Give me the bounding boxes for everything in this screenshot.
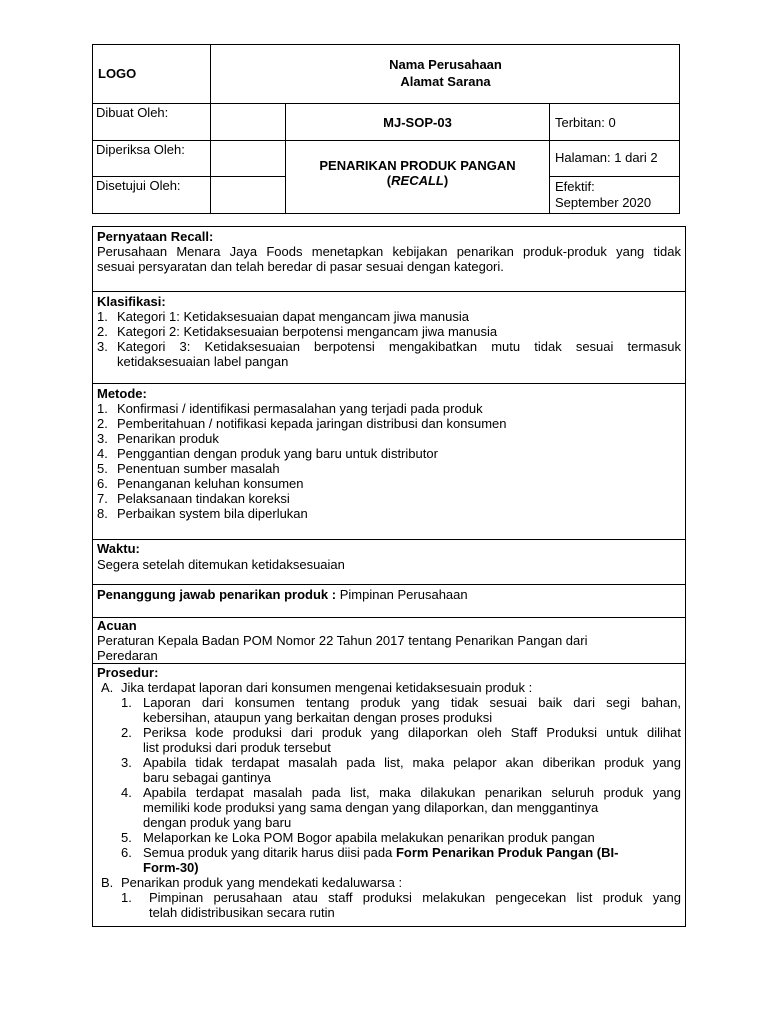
logo: LOGO	[98, 66, 137, 81]
item-number: 7.	[97, 491, 108, 506]
header-table	[92, 44, 680, 214]
company-address: Alamat Sarana	[400, 74, 491, 89]
procedure-b-list	[121, 890, 681, 920]
item-number: 1.	[97, 309, 108, 324]
item-number: 2.	[97, 324, 108, 339]
item-text: baru sebagai gantinya	[143, 770, 271, 785]
revision: Terbitan: 0	[555, 115, 616, 130]
item-number: 4.	[97, 446, 108, 461]
item-text: Perbaikan system bila diperlukan	[117, 506, 308, 521]
time-text: Segera setelah ditemukan ketidaksesuaian	[97, 557, 345, 572]
header-divider	[92, 103, 680, 104]
responsible-section	[97, 587, 681, 602]
list-item	[97, 324, 681, 339]
procedure-heading: Prosedur:	[97, 665, 159, 680]
item-text: Konfirmasi / identifikasi permasalahan yang terjadi pada produk	[117, 401, 483, 416]
statement-line2: sesuai persyaratan dan telah beredar di pasar sesuai dengan kategori.	[97, 259, 504, 274]
item-text: kebersihan, ataupun yang berkaitan dengan proses produksi	[143, 710, 493, 725]
item-number: 3.	[97, 339, 108, 354]
procedure-b	[101, 875, 681, 890]
item-text: Laporan dari konsumen tentang produk yang tidak sesuai baik dari segi bahan,	[143, 695, 681, 710]
list-item	[97, 476, 681, 491]
item-text: Melaporkan ke Loka POM Bogor apabila melakukan penarikan produk pangan	[143, 830, 595, 845]
doc-title	[286, 158, 549, 188]
effective-label: Efektif:	[555, 179, 595, 194]
list-item	[121, 830, 681, 845]
list-item	[97, 401, 681, 416]
paren-open: (	[386, 173, 392, 188]
paren-close: )	[443, 173, 449, 188]
item-text: memiliki kode produksi yang sama dengan yang dilaporkan, dan menggantinya	[143, 800, 599, 815]
item-text: Pimpinan perusahaan atau staff produksi melakukan pengecekan list produk yang	[149, 890, 681, 905]
header-divider	[92, 176, 285, 177]
recall-word: RECALL	[391, 173, 444, 188]
item-text	[143, 845, 681, 860]
item-number: 1.	[121, 695, 132, 710]
list-item	[97, 339, 681, 369]
section-divider	[92, 383, 686, 384]
form-reference: Form Penarikan Produk Pangan (BI-	[395, 845, 619, 860]
item-number: 4.	[121, 785, 132, 800]
section-divider	[92, 539, 686, 540]
section-divider	[92, 584, 686, 585]
doc-title-line1: PENARIKAN PRODUK PANGAN	[319, 158, 516, 173]
method-heading: Metode:	[97, 386, 147, 401]
list-item	[97, 446, 681, 461]
list-item	[97, 506, 681, 521]
page-number: Halaman: 1 dari 2	[555, 150, 658, 165]
reference-line2: Peredaran	[97, 648, 158, 663]
statement-line1: Perusahaan Menara Jaya Foods menetapkan kebijakan penarikan produk-produk yang tidak	[97, 244, 681, 259]
reference-line1: Peraturan Kepala Badan POM Nomor 22 Tahun 2017 tentang Penarikan Pangan dari	[97, 633, 588, 648]
header-divider	[549, 103, 550, 214]
list-item	[121, 725, 681, 755]
item-text: Pelaksanaan tindakan koreksi	[117, 491, 290, 506]
item-number: 1.	[97, 401, 108, 416]
list-item	[121, 845, 681, 875]
item-number: 5.	[97, 461, 108, 476]
header-divider	[92, 140, 285, 141]
item-text: Kategori 3: Ketidaksesuaian berpotensi mengakibatkan mutu tidak sesuai termasuk	[117, 339, 681, 354]
responsible-label: Penanggung jawab penarikan produk :	[97, 587, 337, 602]
content-table	[92, 226, 686, 927]
time-heading: Waktu:	[97, 541, 140, 556]
list-item	[97, 431, 681, 446]
item-number: 5.	[121, 830, 132, 845]
item-number: 3.	[97, 431, 108, 446]
item-text: Periksa kode produksi dari produk yang dilaporkan oleh Staff Produksi untuk dilihat	[143, 725, 681, 740]
list-item	[121, 755, 681, 785]
item-text: Penarikan produk	[117, 431, 219, 446]
method-section	[97, 386, 681, 521]
item-text: Pemberitahuan / notifikasi kepada jaringan distribusi dan konsumen	[117, 416, 507, 431]
item-text: telah didistribusikan secara rutin	[149, 905, 335, 920]
time-section	[97, 541, 681, 572]
header-divider	[285, 140, 680, 141]
section-divider	[92, 663, 686, 664]
procedure-b-label: B.	[101, 875, 114, 890]
made-by-label: Dibuat Oleh:	[96, 105, 169, 120]
item-text: Apabila terdapat masalah pada list, maka dilakukan penarikan seluruh produk yang	[143, 785, 681, 800]
reference-section	[97, 618, 681, 663]
statement-heading: Pernyataan Recall:	[97, 229, 214, 244]
list-item	[97, 461, 681, 476]
item-number: 2.	[121, 725, 132, 740]
list-item	[97, 491, 681, 506]
list-item	[97, 309, 681, 324]
item-number: 6.	[97, 476, 108, 491]
item-text: Penentuan sumber masalah	[117, 461, 280, 476]
item-number: 8.	[97, 506, 108, 521]
procedure-a-text: Jika terdapat laporan dari konsumen mengenai ketidaksesuain produk :	[121, 680, 533, 695]
procedure-a-list	[121, 695, 681, 875]
responsible-value: Pimpinan Perusahaan	[336, 587, 468, 602]
company-name: Nama Perusahaan	[389, 57, 502, 72]
section-divider	[92, 291, 686, 292]
item-number: 3.	[121, 755, 132, 770]
list-item	[121, 695, 681, 725]
checked-by-label: Diperiksa Oleh:	[96, 142, 185, 157]
classification-section	[97, 294, 681, 369]
item-text: Penanganan keluhan konsumen	[117, 476, 304, 491]
procedure-a	[101, 680, 681, 695]
item-text: dengan produk yang baru	[143, 815, 292, 830]
item-text: Kategori 1: Ketidaksesuaian dapat mengancam jiwa manusia	[117, 309, 469, 324]
reference-heading: Acuan	[97, 618, 137, 633]
item-text: Apabila tidak terdapat masalah pada list, maka pelapor akan diberikan produk yang	[143, 755, 681, 770]
statement-section	[97, 229, 681, 274]
item-number: 6.	[121, 845, 132, 860]
list-item	[121, 785, 681, 830]
item-number: 2.	[97, 416, 108, 431]
doc-code: MJ-SOP-03	[383, 115, 452, 130]
header-divider	[549, 176, 680, 177]
approved-by-label: Disetujui Oleh:	[96, 178, 181, 193]
procedure-a-label: A.	[101, 680, 114, 695]
item-number: 1.	[121, 890, 132, 905]
item-text: list produksi dari produk tersebut	[143, 740, 331, 755]
procedure-section	[97, 665, 681, 920]
item-text: Penggantian dengan produk yang baru untuk distributor	[117, 446, 438, 461]
form-reference: Form-30)	[143, 860, 199, 875]
list-item	[121, 890, 681, 920]
list-item	[97, 416, 681, 431]
item-text: Kategori 2: Ketidaksesuaian berpotensi mengancam jiwa manusia	[117, 324, 498, 339]
procedure-b-text: Penarikan produk yang mendekati kedaluwarsa :	[121, 875, 403, 890]
item-text-plain: Semua produk yang ditarik harus diisi pada	[143, 845, 396, 860]
item-text: ketidaksesuaian label pangan	[117, 354, 289, 369]
effective-date: September 2020	[555, 195, 652, 210]
doc-title-line2	[286, 173, 549, 188]
classification-heading: Klasifikasi:	[97, 294, 166, 309]
